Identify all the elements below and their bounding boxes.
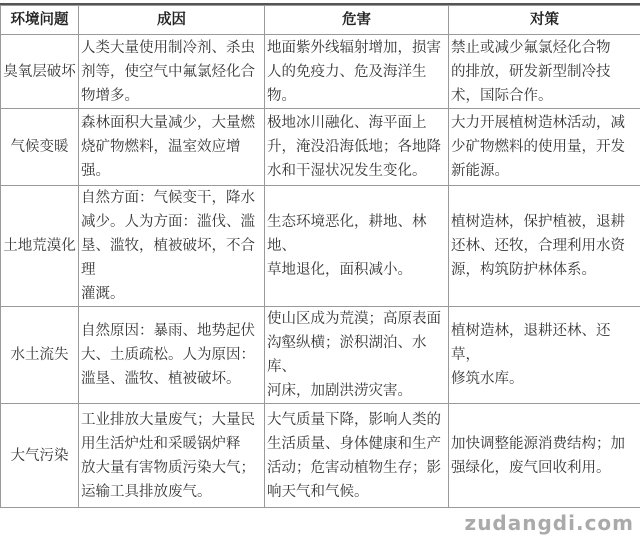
harm-line: 沟壑纵横；淤积湖泊、水库、 <box>267 331 446 379</box>
cause-line: 自然方面：气候变干，降水 <box>81 186 262 210</box>
table-row <box>1 307 640 404</box>
harm-cell <box>265 186 449 307</box>
cause-line: 工业排放大量废气；大量民 <box>81 408 262 432</box>
harm-cell <box>265 109 449 186</box>
cause-line: 滥垦、滥牧、植被破坏。 <box>81 367 262 391</box>
header-issue: 环境问题 <box>1 6 79 35</box>
measure-line: 加快调整能源消费结构；加 <box>451 432 638 456</box>
harm-line: 升，淹没沿海低地；各地降 <box>267 135 446 159</box>
measure-line: 强绿化，废气回收利用。 <box>451 456 638 480</box>
measure-line: 术，国际合作。 <box>451 84 638 108</box>
measure-line: 的排放，研发新型制冷技 <box>451 60 638 84</box>
table-row <box>1 35 640 109</box>
cause-cell <box>79 404 265 508</box>
measure-cell <box>449 186 640 307</box>
cause-line: 灌溉。 <box>81 282 262 306</box>
header-harm: 危害 <box>265 6 449 35</box>
harm-line: 极地冰川融化、海平面上 <box>267 111 446 135</box>
harm-line: 响天气和气候。 <box>267 480 446 504</box>
cause-line: 大、土质疏松。人为原因： <box>81 343 262 367</box>
header-measure: 对策 <box>449 6 640 35</box>
issue-cell: 气候变暖 <box>1 109 79 186</box>
measure-line: 植树造林，保护植被，退耕 <box>451 210 638 234</box>
cause-line: 物增多。 <box>81 84 262 108</box>
issue-cell: 水土流失 <box>1 307 79 404</box>
cause-line: 垦、滥牧，植被破坏，不合理 <box>81 234 262 282</box>
cause-line: 烧矿物燃料，温室效应增强。 <box>81 135 262 183</box>
table-row <box>1 404 640 508</box>
measure-cell <box>449 35 640 109</box>
measure-line: 少矿物燃料的使用量，开发 <box>451 135 638 159</box>
measure-line: 植树造林，退耕还林、还草， <box>451 319 638 367</box>
cause-line: 运输工具排放废气。 <box>81 480 262 504</box>
cause-cell <box>79 186 265 307</box>
harm-cell <box>265 307 449 404</box>
issue-cell: 大气污染 <box>1 404 79 508</box>
harm-line: 活动；危害动植物生存；影 <box>267 456 446 480</box>
harm-line: 生态环境恶化，耕地、林地、 <box>267 210 446 258</box>
cause-cell <box>79 35 265 109</box>
issue-cell: 土地荒漠化 <box>1 186 79 307</box>
measure-cell <box>449 307 640 404</box>
watermark: zudangdi.com <box>0 508 640 536</box>
harm-line: 人的免疫力、危及海洋生物。 <box>267 60 446 108</box>
measure-cell <box>449 404 640 508</box>
header-row <box>1 6 640 35</box>
cause-line: 放大量有害物质污染大气； <box>81 456 262 480</box>
cause-line: 用生活炉灶和采暖锅炉释 <box>81 432 262 456</box>
issue-cell: 臭氧层破坏 <box>1 35 79 109</box>
harm-line: 生活质量、身体健康和生产 <box>267 432 446 456</box>
harm-line: 草地退化，面积减小。 <box>267 258 446 282</box>
measure-line: 大力开展植树造林活动，减 <box>451 111 638 135</box>
harm-line: 河床，加剧洪涝灾害。 <box>267 379 446 403</box>
environment-issues-table <box>0 5 640 508</box>
harm-cell <box>265 35 449 109</box>
measure-line: 修筑水库。 <box>451 367 638 391</box>
cause-line: 自然原因：暴雨、地势起伏 <box>81 319 262 343</box>
harm-cell <box>265 404 449 508</box>
table-row <box>1 109 640 186</box>
harm-line: 地面紫外线辐射增加，损害 <box>267 36 446 60</box>
cause-line: 人类大量使用制冷剂、杀虫 <box>81 36 262 60</box>
cause-line: 减少。人为方面：滥伐、滥 <box>81 210 262 234</box>
measure-line: 禁止或减少氟氯烃化合物 <box>451 36 638 60</box>
harm-line: 使山区成为荒漠；高原表面 <box>267 307 446 331</box>
cause-line: 森林面积大量减少，大量燃 <box>81 111 262 135</box>
measure-line: 新能源。 <box>451 159 638 183</box>
measure-cell <box>449 109 640 186</box>
cause-cell <box>79 109 265 186</box>
measure-line: 还林、还牧，合理利用水资 <box>451 234 638 258</box>
harm-line: 大气质量下降，影响人类的 <box>267 408 446 432</box>
harm-line: 水和干湿状况发生变化。 <box>267 159 446 183</box>
measure-line: 源，构筑防护林体系。 <box>451 258 638 282</box>
cause-cell <box>79 307 265 404</box>
header-cause: 成因 <box>79 6 265 35</box>
cause-line: 剂等，使空气中氟氯烃化合 <box>81 60 262 84</box>
table-row <box>1 186 640 307</box>
